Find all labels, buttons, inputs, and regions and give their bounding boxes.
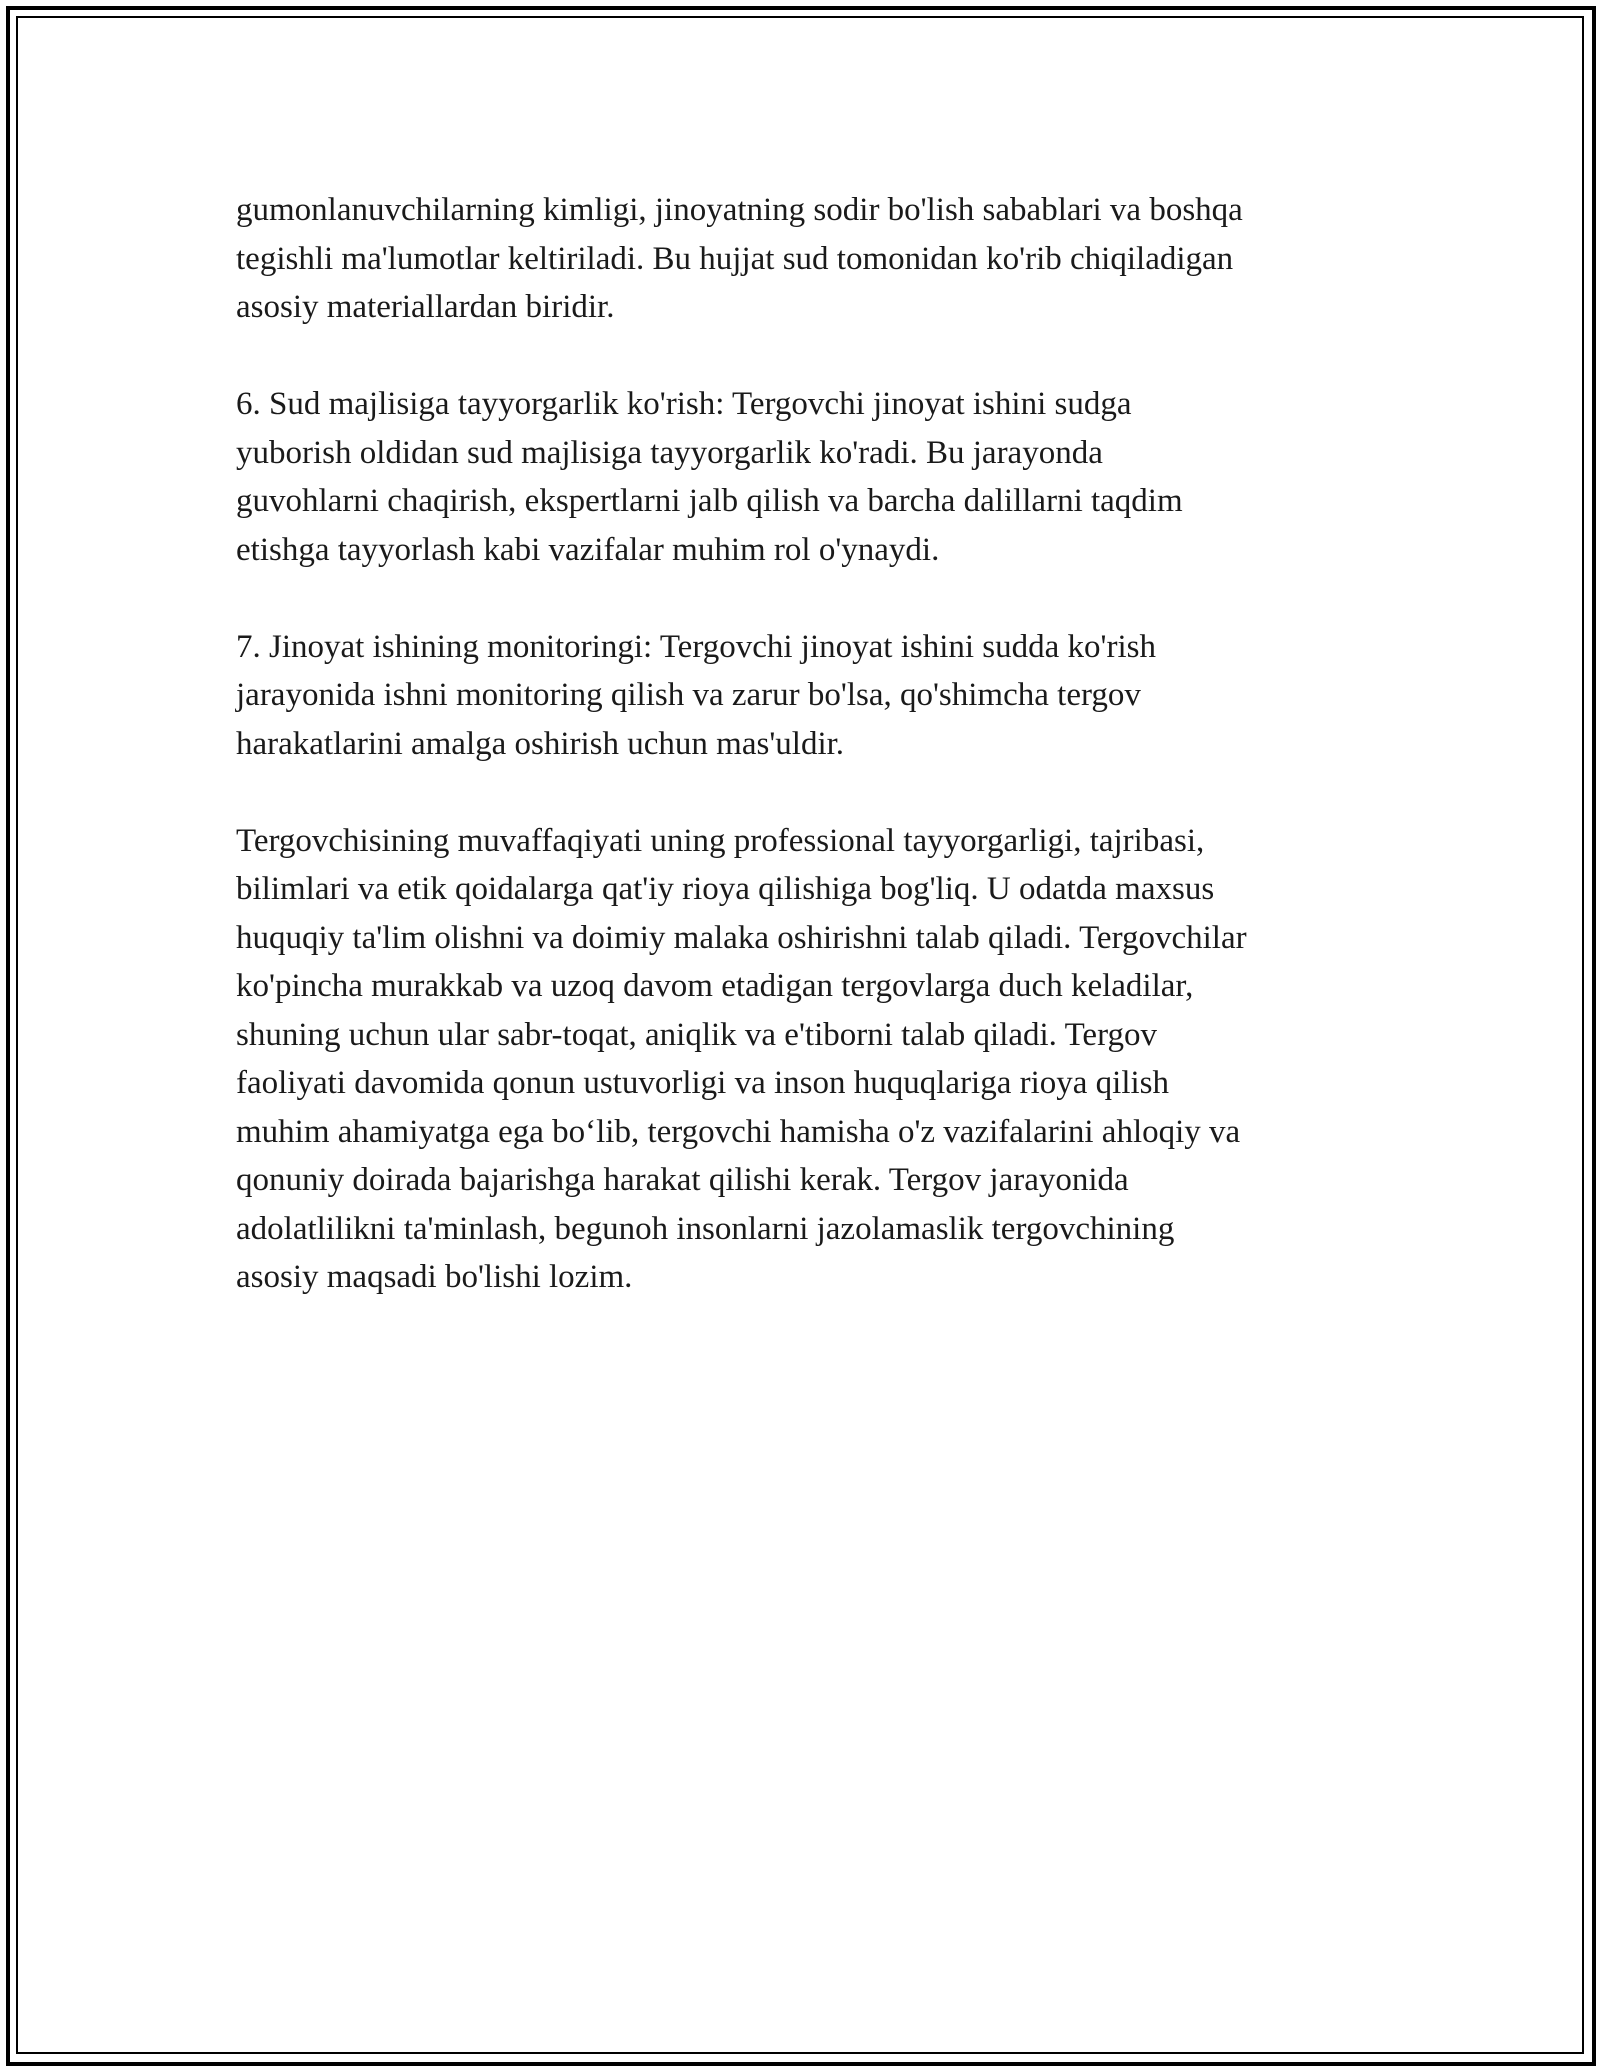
text-line: adolatlilikni ta'minlash, begunoh insonlarni jazolamaslik tergovchining bbox=[236, 1210, 1175, 1247]
text-line: harakatlarini amalga oshirish uchun mas'uldir. bbox=[236, 725, 845, 762]
paragraph-item-6 bbox=[236, 380, 1386, 574]
text-line: shuning uchun ular sabr-toqat, aniqlik va e'tiborni talab qiladi. Tergov bbox=[236, 1016, 1157, 1053]
text-line: tegishli ma'lumotlar keltiriladi. Bu hujjat sud tomonidan ko'rib chiqiladigan bbox=[236, 240, 1234, 277]
text-line: etishga tayyorlash kabi vazifalar muhim rol o'ynaydi. bbox=[236, 531, 940, 568]
text-line: gumonlanuvchilarning kimligi, jinoyatning sodir bo'lish sabablari va boshqa bbox=[236, 192, 1243, 228]
text-line: jarayonida ishni monitoring qilish va zarur bo'lsa, qo'shimcha tergov bbox=[236, 677, 1141, 713]
text-line: 6. Sud majlisiga tayyorgarlik ko'rish: Tergovchi jinoyat ishini sudga bbox=[236, 386, 1132, 422]
text-line: 7. Jinoyat ishining monitoringi: Tergovchi jinoyat ishini sudda ko'rish bbox=[236, 628, 1156, 665]
text-line: faoliyati davomida qonun ustuvorligi va inson huquqlariga rioya qilish bbox=[236, 1065, 1170, 1101]
document-body bbox=[236, 186, 1386, 1350]
text-line: muhim ahamiyatga ega bo‘lib, tergovchi hamisha o'z vazifalarini ahloqiy va bbox=[236, 1113, 1241, 1150]
text-line: asosiy materiallardan biridir. bbox=[236, 289, 615, 325]
text-line: ko'pincha murakkab va uzoq davom etadigan tergovlarga duch keladilar, bbox=[236, 968, 1194, 1004]
paragraph-item-7 bbox=[236, 623, 1386, 769]
text-line: Tergovchisining muvaffaqiyati uning professional tayyorgarligi, tajribasi, bbox=[236, 822, 1205, 859]
text-line: huquqiy ta'lim olishni va doimiy malaka oshirishni talab qiladi. Tergovchilar bbox=[236, 919, 1247, 956]
text-line: yuborish oldidan sud majlisiga tayyorgarlik ko'radi. Bu jarayonda bbox=[236, 434, 1103, 471]
paragraph-continuation bbox=[236, 186, 1386, 332]
text-line: bilimlari va etik qoidalarga qat'iy rioya qilishiga bog'liq. U odatda maxsus bbox=[236, 871, 1215, 907]
text-line: asosiy maqsadi bo'lishi lozim. bbox=[236, 1259, 633, 1295]
paragraph-conclusion bbox=[236, 817, 1386, 1302]
text-line: guvohlarni chaqirish, ekspertlarni jalb qilish va barcha dalillarni taqdim bbox=[236, 483, 1183, 519]
text-line: qonuniy doirada bajarishga harakat qilishi kerak. Tergov jarayonida bbox=[236, 1162, 1129, 1198]
